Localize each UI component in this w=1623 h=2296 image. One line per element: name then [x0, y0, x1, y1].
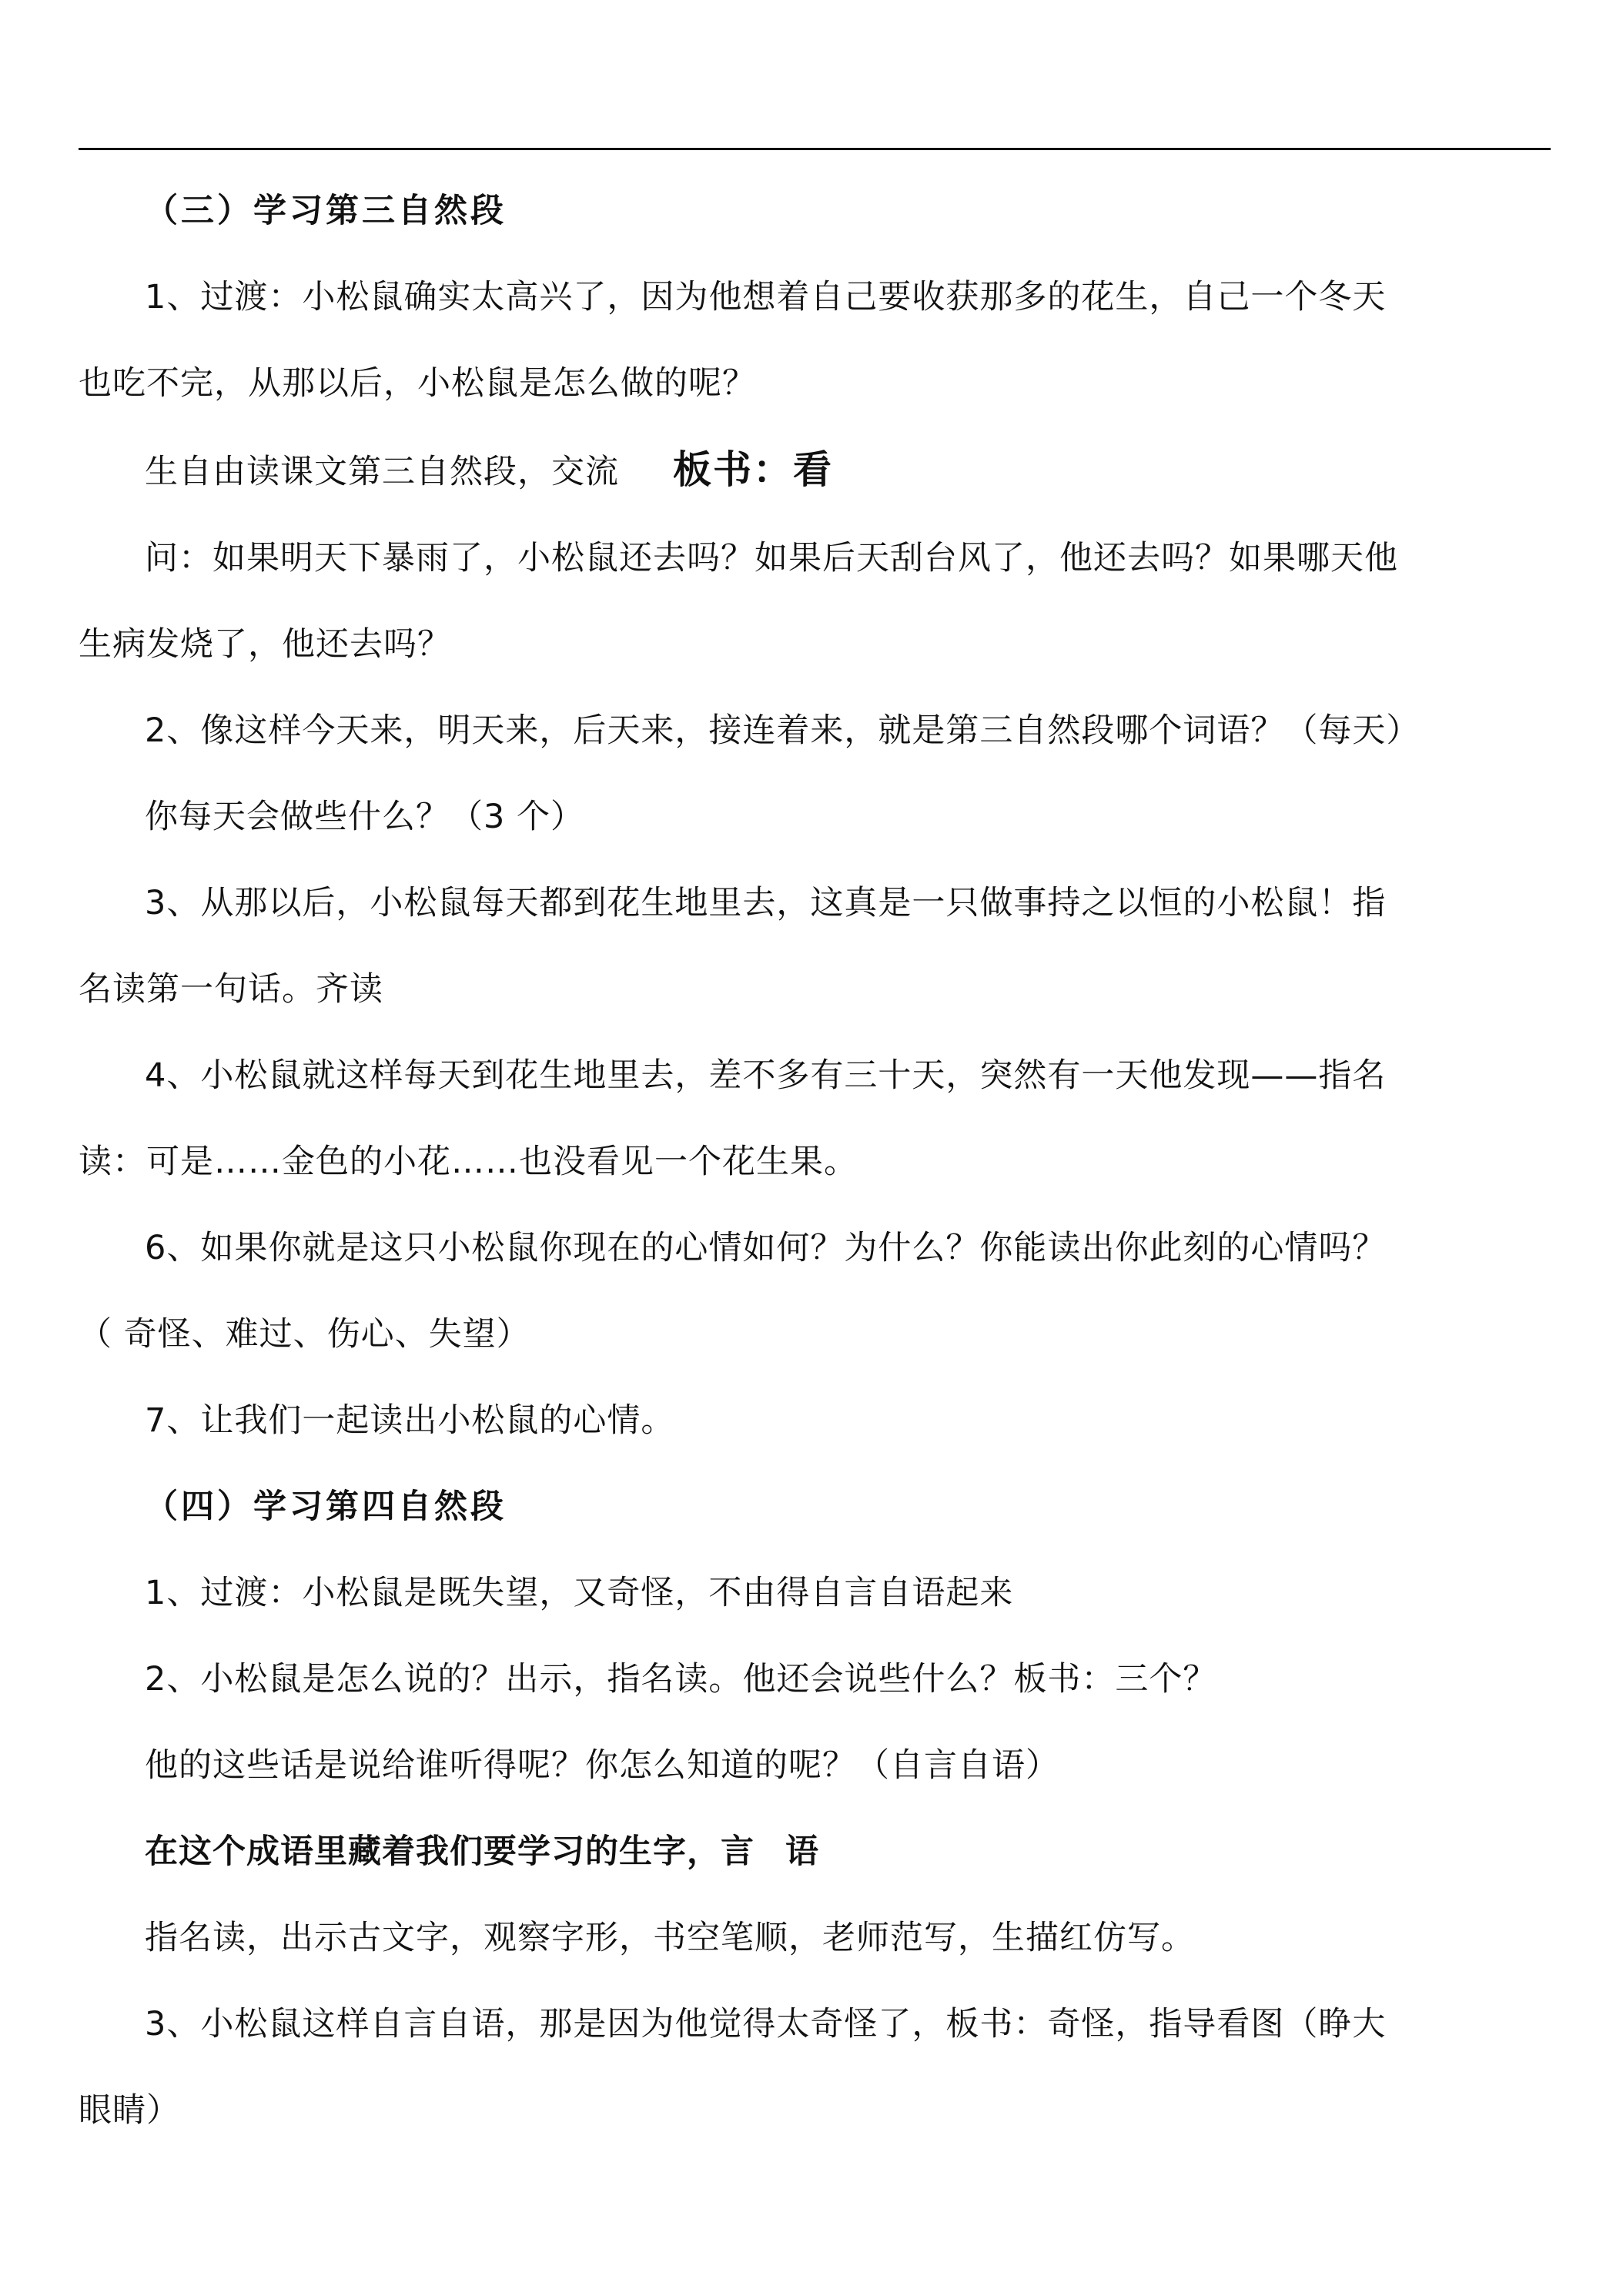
paragraph-line: 1、过渡：小松鼠确实太高兴了，因为他想着自己要收获那多的花生，自己一个冬天 — [145, 278, 1387, 316]
paragraph-line: 3、从那以后，小松鼠每天都到花生地里去，这真是一只做事持之以恒的小松鼠！指 — [145, 884, 1387, 922]
paragraph-line: 1、过渡：小松鼠是既失望，又奇怪，不由得自言自语起来 — [145, 1574, 1014, 1612]
section-4-heading: （四）学习第四自然段 — [145, 1488, 507, 1526]
paragraph-line: 6、如果你就是这只小松鼠你现在的心情如何？为什么？你能读出你此刻的心情吗？ — [145, 1229, 1387, 1267]
paragraph-line: 他的这些话是说给谁听得呢？你怎么知道的呢？（自言自语） — [145, 1746, 1059, 1785]
paragraph-line: 眼睛） — [79, 2091, 180, 2130]
paragraph-line: 生病发烧了，他还去吗？ — [79, 625, 451, 664]
header-rule — [79, 148, 1551, 150]
paragraph-line: 名读第一句话。齐读 — [79, 970, 383, 1009]
paragraph-line: 2、像这样今天来，明天来，后天来，接连着来，就是第三自然段哪个词语？（每天） — [145, 711, 1421, 750]
paragraph-line: （ 奇怪、难过、伤心、失望） — [79, 1315, 530, 1354]
document-body — [79, 168, 1551, 2154]
section-3-heading: （三）学习第三自然段 — [145, 192, 507, 230]
paragraph-line: 3、小松鼠这样自言自语，那是因为他觉得太奇怪了，板书：奇怪，指导看图（睁大 — [145, 2005, 1387, 2043]
paragraph-line: 也吃不完，从那以后，小松鼠是怎么做的呢？ — [79, 364, 756, 403]
board-note: 板书：看 — [673, 447, 833, 492]
paragraph-line: 读：可是……金色的小花……也没看见一个花生果。 — [79, 1143, 858, 1181]
emphasis-paragraph — [79, 1809, 1551, 1895]
emphasis-char: 语 — [785, 1832, 819, 1871]
paragraph-line: 4、小松鼠就这样每天到花生地里去，差不多有三十天，突然有一天他发现——指名 — [145, 1056, 1387, 1095]
paragraph-line: 指名读，出示古文字，观察字形，书空笔顺，老师范写，生描红仿写。 — [145, 1919, 1195, 1957]
paragraph-line: 7、让我们一起读出小松鼠的心情。 — [145, 1401, 675, 1440]
paragraph-line: 你每天会做些什么？（3 个） — [145, 798, 585, 836]
paragraph-with-board-note — [79, 427, 1551, 515]
paragraph-line: 2、小松鼠是怎么说的？出示，指名读。他还会说些什么？板书：三个？ — [145, 1660, 1217, 1699]
emphasis-text: 在这个成语里藏着我们要学习的生字，言 — [145, 1832, 755, 1871]
paragraph-line: 问：如果明天下暴雨了，小松鼠还去吗？如果后天刮台风了，他还去吗？如果哪天他 — [145, 539, 1398, 577]
paragraph-text: 生自由读课文第三自然段，交流 — [145, 453, 619, 491]
